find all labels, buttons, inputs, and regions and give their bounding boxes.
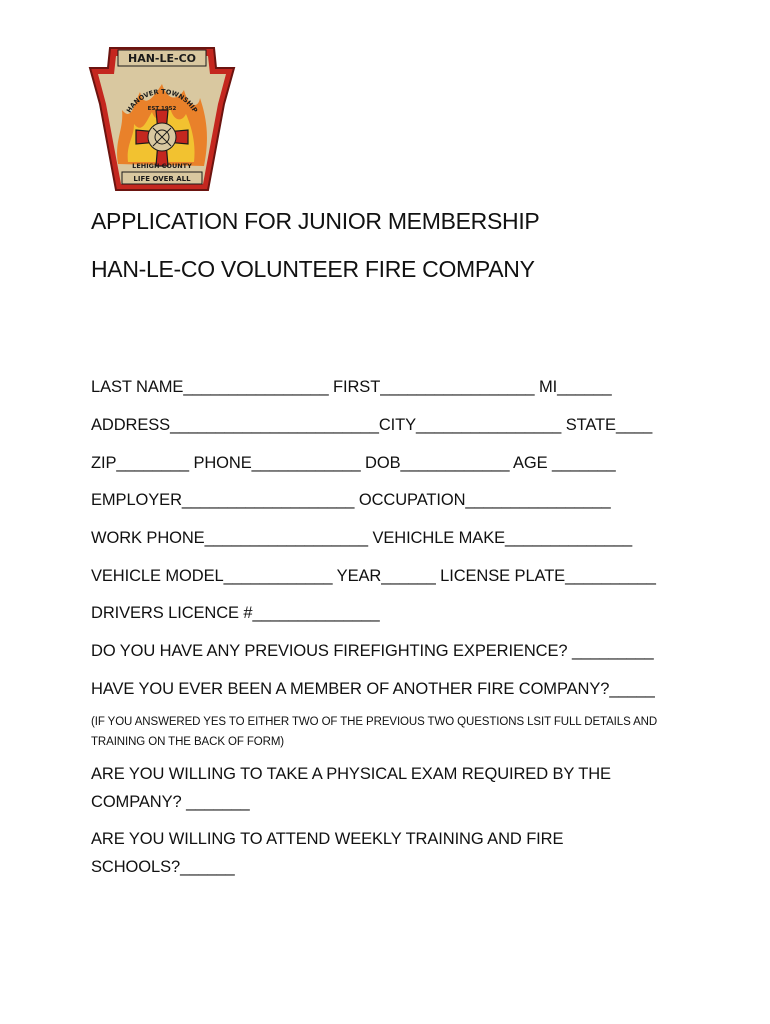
- work-phone-vehicle-make-row[interactable]: WORK PHONE__________________ VEHICHLE MAKE______________: [91, 529, 633, 547]
- physical-exam-question[interactable]: ARE YOU WILLING TO TAKE A PHYSICAL EXAM REQUIRED BY THE COMPANY? _______: [91, 765, 611, 811]
- logo-top-text: HAN-LE-CO: [127, 52, 197, 65]
- logo-county-text: LEHIGH COUNTY: [132, 162, 192, 170]
- logo-est-text: EST 1952: [147, 106, 177, 112]
- firefighting-experience-question[interactable]: DO YOU HAVE ANY PREVIOUS FIREFIGHTING EXPERIENCE? _________: [91, 642, 654, 660]
- vehicle-model-year-plate-row[interactable]: VEHICLE MODEL____________ YEAR______ LICENSE PLATE__________: [91, 567, 656, 585]
- weekly-training-question[interactable]: ARE YOU WILLING TO ATTEND WEEKLY TRAINING AND FIRE SCHOOLS?______: [91, 830, 564, 876]
- logo-ring-text: HANOVER TOWNSHIP: [124, 87, 200, 115]
- address-row[interactable]: ADDRESS_______________________CITY________________ STATE____: [91, 416, 653, 434]
- employer-occupation-row[interactable]: EMPLOYER___________________ OCCUPATION________________: [91, 491, 611, 509]
- zip-phone-dob-age-row[interactable]: ZIP________ PHONE____________ DOB____________ AGE _______: [91, 454, 616, 472]
- other-fire-company-question[interactable]: HAVE YOU EVER BEEN A MEMBER OF ANOTHER FIRE COMPANY?_____: [91, 680, 655, 698]
- drivers-licence-row[interactable]: DRIVERS LICENCE #______________: [91, 604, 380, 622]
- title-line-2: HAN-LE-CO VOLUNTEER FIRE COMPANY: [91, 256, 535, 282]
- instruction-note: (IF YOU ANSWERED YES TO EITHER TWO OF THE PREVIOUS TWO QUESTIONS LSIT FULL DETAILS AND TRAINING ON THE BACK OF FORM): [91, 716, 658, 748]
- logo-motto-text: LIFE OVER ALL: [133, 175, 191, 183]
- title-line-1: APPLICATION FOR JUNIOR MEMBERSHIP: [91, 208, 540, 234]
- name-row[interactable]: LAST NAME________________ FIRST_________________ MI______: [91, 378, 612, 396]
- han-le-co-logo: [88, 44, 236, 194]
